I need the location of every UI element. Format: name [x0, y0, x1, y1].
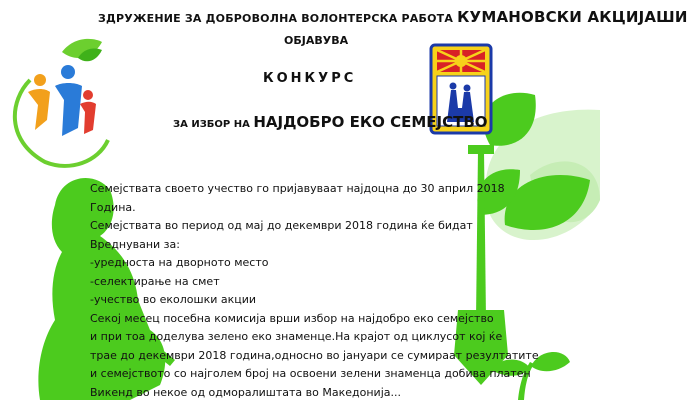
contest-title: КОНКУРС — [263, 71, 356, 86]
body-line: -учество во еколошки акции — [90, 291, 539, 310]
logo-person-3-body — [80, 102, 96, 134]
coat-figure-head-1 — [450, 83, 457, 90]
announces-label: ОБЈАВУВА — [284, 34, 348, 47]
logo-person-3-head — [83, 90, 93, 100]
eco-family-logo — [15, 39, 108, 166]
body-line: Викенд во некое од одморалиштата во Македонија... — [90, 384, 539, 402]
subtitle-emphasis: НАЈДОБРО ЕКО СЕМЕЈСТВО — [253, 113, 487, 131]
body-line: Семејствата своето учество го пријавуваат најдоцна до 30 април 2018 — [90, 180, 539, 199]
body-line: и семејството со најголем број на освоени зелени знаменца добива платен — [90, 365, 539, 384]
organization-prefix: ЗДРУЖЕНИЕ ЗА ДОБРОВОЛНА ВОЛОНТЕРСКА РАБОТА — [98, 12, 453, 25]
organization-header — [98, 8, 688, 26]
announcement-body — [90, 180, 539, 402]
logo-person-1-body — [28, 89, 50, 130]
subtitle-prefix: ЗА ИЗБОР НА — [173, 119, 250, 130]
body-line: -селектирање на смет — [90, 273, 539, 292]
organization-name: КУМАНОВСКИ АКЦИЈАШИ — [457, 8, 688, 26]
coat-flag-rays — [437, 50, 485, 72]
body-line: трае до декември 2018 година,односно во јануари се сумираат резултатите — [90, 347, 539, 366]
logo-person-2-head — [61, 65, 75, 79]
body-line: Година. — [90, 199, 539, 218]
body-line: -уредноста на дворното место — [90, 254, 539, 273]
body-line: Семејствата во период од мај до декември 2018 година ќе бидат — [90, 217, 539, 236]
contest-subtitle — [173, 113, 488, 131]
logo-person-2-body — [55, 83, 82, 136]
body-line: Секој месец посебна комисија врши избор на најдобро еко семејство — [90, 310, 539, 329]
shovel-grip — [468, 145, 494, 154]
logo-person-1-head — [34, 74, 46, 86]
coat-figure-head-2 — [464, 85, 471, 92]
body-line: Вреднувани за: — [90, 236, 539, 255]
body-line: и при тоа доделува зелено еко знаменце.На крајот од циклусот кој ќе — [90, 328, 539, 347]
